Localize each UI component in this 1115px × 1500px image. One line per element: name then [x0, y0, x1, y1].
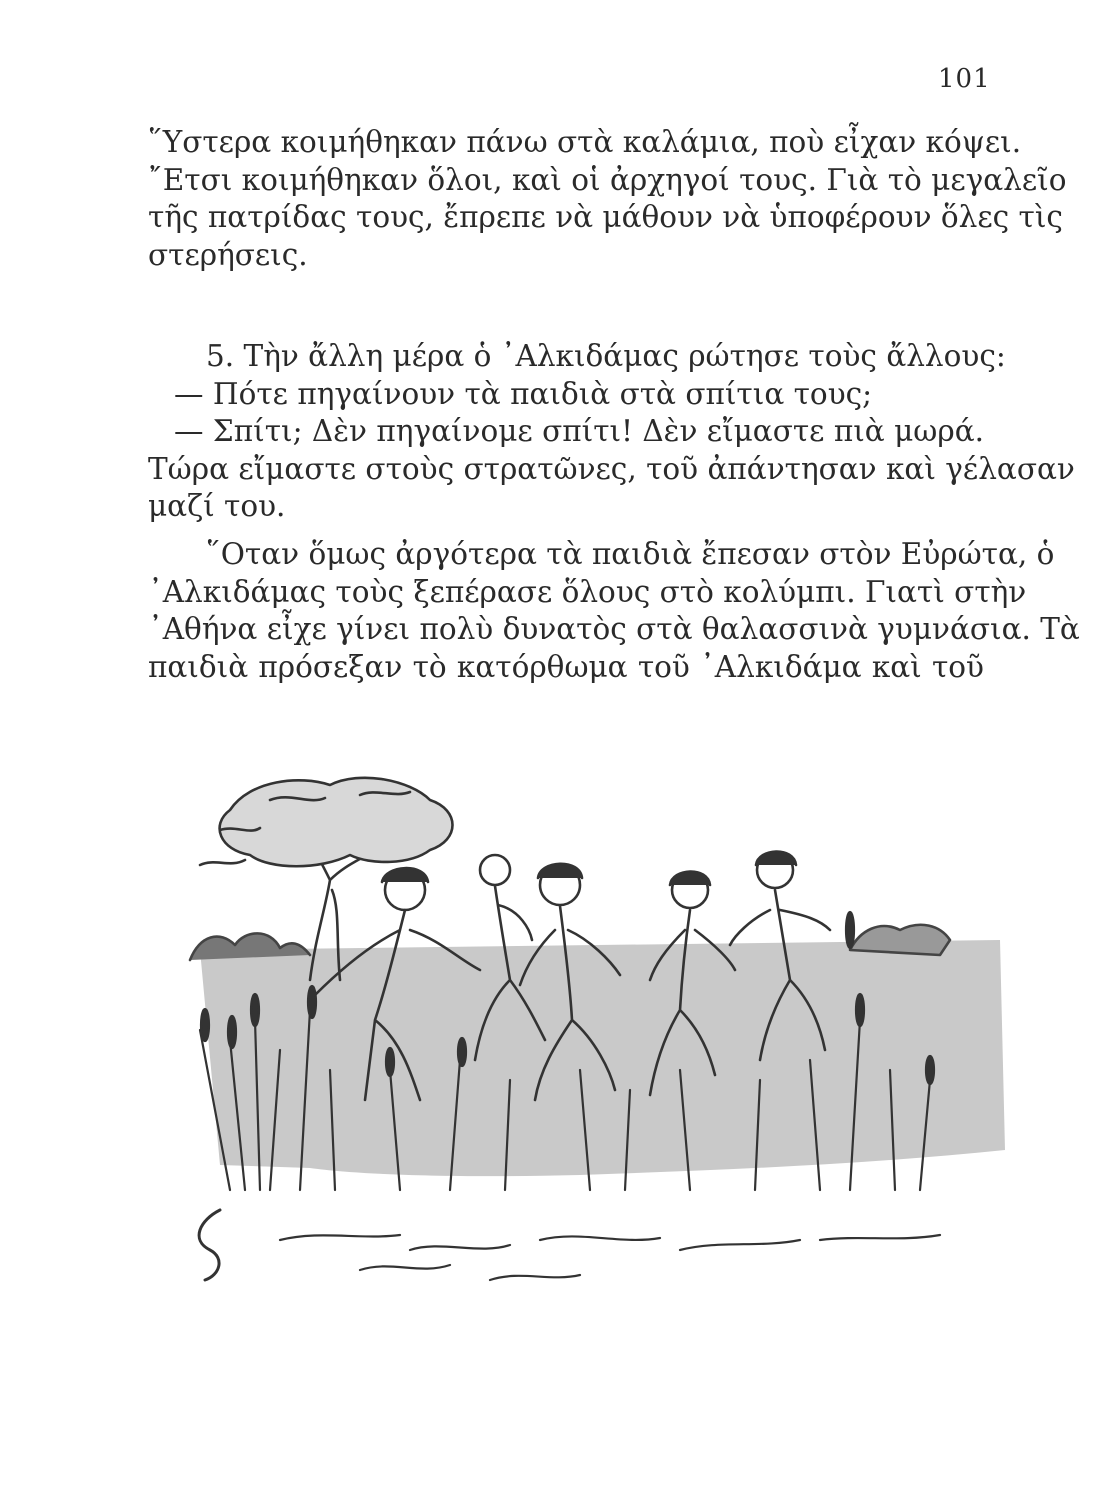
paragraph-2 — [148, 338, 1075, 526]
paragraph-1 — [148, 124, 1067, 274]
text-line: στερήσεις. — [148, 237, 308, 272]
text-line: ᾿Αθήνα εἶχε γίνει πολὺ δυνατὸς στὰ θαλασσινὰ γυμνάσια. Τὰ — [148, 612, 1080, 646]
text-line: — Σπίτι; Δὲν πηγαίνομε σπίτι! Δὲν εἴμαστε πιὰ μωρά. — [174, 414, 984, 448]
water-ripples — [199, 1210, 940, 1280]
paragraph-3 — [148, 536, 1080, 686]
text-line: ῞Οταν ὅμως ἀργότερα τὰ παιδιὰ ἔπεσαν στὸν Εὐρώτα, ὁ — [206, 537, 1055, 571]
text-line: ῎Ετσι κοιμήθηκαν ὅλοι, καὶ οἱ ἀρχηγοί τους. Γιὰ τὸ μεγαλεῖο — [148, 162, 1067, 197]
boys-running-through-reeds-illustration — [160, 770, 1010, 1330]
text-line: ᾿Αλκιδάμας τοὺς ξεπέρασε ὅλους στὸ κολύμπι. Γιατὶ στὴν — [148, 574, 1027, 609]
page-number: 101 — [938, 64, 991, 94]
text-line: τῆς πατρίδας τους, ἔπρεπε νὰ μάθουν νὰ ὑποφέρουν ὅλες τὶς — [148, 200, 1063, 234]
text-line: ῞Υστερα κοιμήθηκαν πάνω στὰ καλάμια, ποὺ εἶχαν κόψει. — [148, 125, 1022, 159]
text-line: Τώρα εἴμαστε στοὺς στρατῶνες, τοῦ ἀπάντησαν καὶ γέλασαν — [148, 451, 1075, 486]
text-line: 5. Τὴν ἄλλη μέρα ὁ ᾿Αλκιδάμας ρώτησε τοὺς ἄλλους: — [206, 339, 1006, 373]
text-line: — Πότε πηγαίνουν τὰ παιδιὰ στὰ σπίτια τους; — [174, 376, 873, 411]
text-line: παιδιὰ πρόσεξαν τὸ κατόρθωμα τοῦ ᾿Αλκιδάμα καὶ τοῦ — [148, 649, 984, 684]
far-bushes-right — [850, 925, 950, 955]
text-line: μαζί του. — [148, 489, 286, 523]
